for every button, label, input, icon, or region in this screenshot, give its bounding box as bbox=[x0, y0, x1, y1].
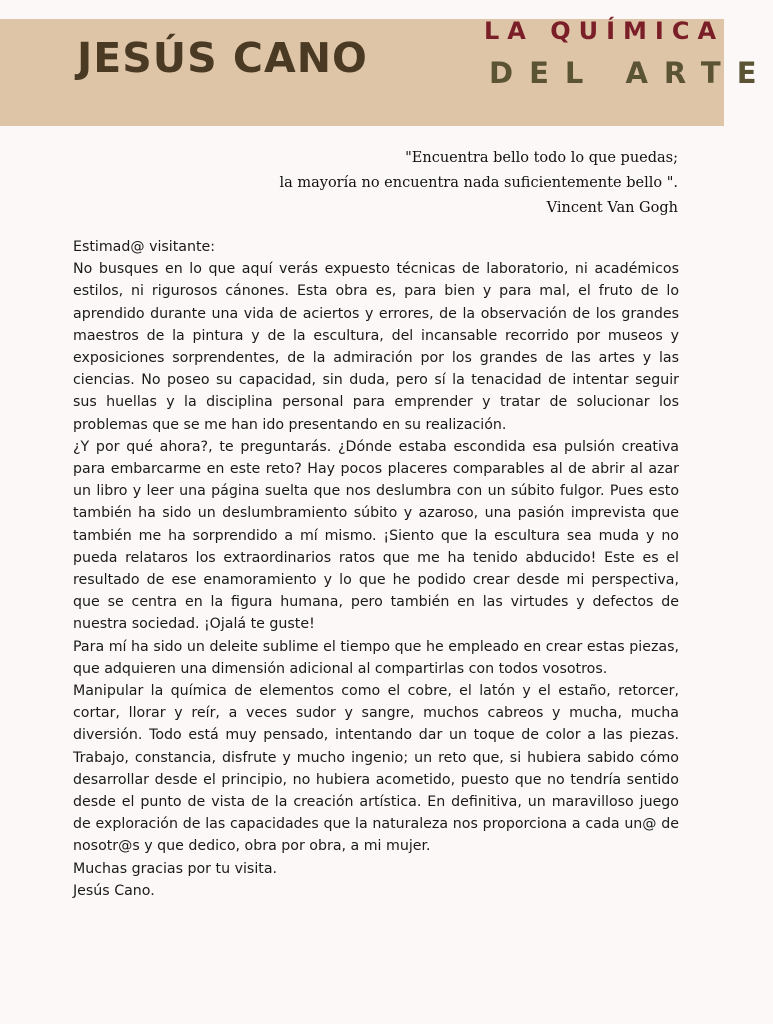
letter-body bbox=[73, 236, 679, 902]
letter-signature: Jesús Cano. bbox=[73, 882, 155, 899]
brand-line-2: DEL ARTE bbox=[489, 56, 773, 90]
epigraph-quote bbox=[279, 146, 678, 221]
letter-paragraph-2: ¿Y por qué ahora?, te preguntarás. ¿Dónde estaba escondida esa pulsión creativa para embarcarme en este reto? Hay pocos placeres comparables al de abrir al azar un libro y leer una página suelta que nos deslumbra con un súbito fulgor. Pues esto también ha sido un deslumbramiento súbito y azaroso, una pasión imprevista que también me ha sorprendido a mí mismo. ¡Siento que la escultura sea muda y no pueda relataros los extraordinarios ratos que me ha tenido abducido! Este es el resultado de ese enamoramiento y lo que he podido crear desde mi perspectiva, que se centra en la figura humana, pero también en las virtudes y defectos de nuestra sociedad. ¡Ojalá te guste! bbox=[73, 438, 679, 633]
quote-attribution: Vincent Van Gogh bbox=[546, 200, 678, 216]
quote-line-2: la mayoría no encuentra nada suficientemente bello ". bbox=[279, 175, 678, 191]
letter-closing: Muchas gracias por tu visita. bbox=[73, 860, 278, 877]
letter-paragraph-1: No busques en lo que aquí verás expuesto técnicas de laboratorio, ni académicos estilos, ni rigurosos cánones. Esta obra es, para bien y para mal, el fruto de lo aprendido durante una vida de aciertos y errores, de la observación de los grandes maestros de la pintura y de la escultura, del incansable recorrido por museos y exposiciones sorprendentes, de la admiración por los grandes de las artes y las ciencias. No poseo su capacidad, sin duda, pero sí la tenacidad de intentar seguir sus huellas y la disciplina personal para emprender y tratar de solucionar los problemas que se me han ido presentando en su realización. bbox=[73, 261, 679, 433]
letter-greeting: Estimad@ visitante: bbox=[73, 239, 216, 255]
brand-line-1: LA QUÍMICA bbox=[484, 17, 725, 45]
author-name: JESÚS CANO bbox=[77, 34, 368, 82]
quote-line-1: "Encuentra bello todo lo que puedas; bbox=[405, 150, 678, 166]
letter-paragraph-4: Manipular la química de elementos como el cobre, el latón y el estaño, retorcer, cortar, llorar y reír, a veces sudor y sangre, muchos cabreos y mucha, mucha diversión. Todo está muy pensado, intentando dar un toque de color a las piezas. Trabajo, constancia, disfrute y mucho ingenio; un reto que, si hubiera sabido cómo desarrollar desde el principio, no hubiera acometido, puesto que no tendría sentido desde el punto de vista de la creación artística. En definitiva, un maravilloso juego de exploración de las capacidades que la naturaleza nos proporciona a cada un@ de nosotr@s y que dedico, obra por obra, a mi mujer. bbox=[73, 683, 679, 855]
letter-paragraph-3: Para mí ha sido un deleite sublime el tiempo que he empleado en crear estas piezas, que adquieren una dimensión adicional al compartirlas con todos vosotros. bbox=[73, 638, 679, 677]
